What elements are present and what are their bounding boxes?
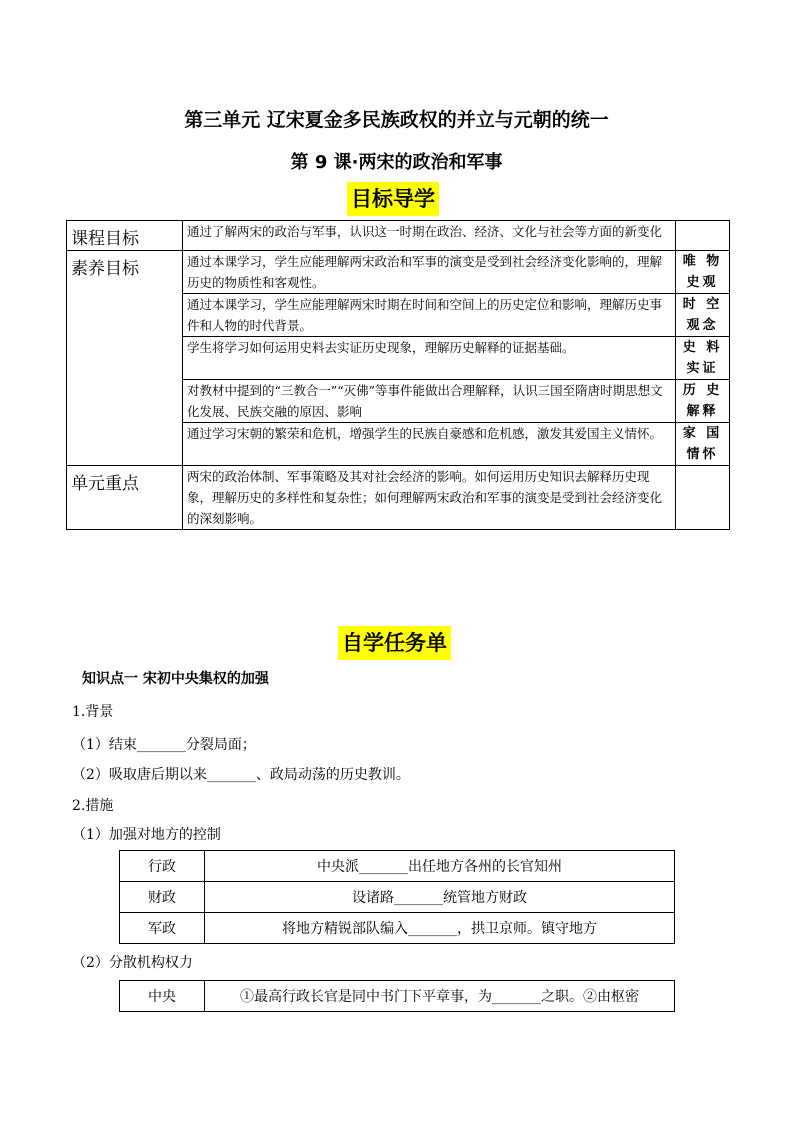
literacy-text: 对教材中提到的“三教合一”“灭佛”等事件能做出合理解释，认识三国至隋唐时期思想文化发展、民族交融的原因、影响: [183, 380, 676, 423]
course-goal-label: 课程目标: [67, 221, 183, 251]
row-content: 中央派_______出任地方各州的长官知州: [205, 851, 675, 882]
course-goal-row: [67, 221, 730, 251]
literacy-goal-label: 素养目标: [67, 251, 183, 466]
literacy-tag: 唯 物 史观: [676, 251, 730, 294]
unit-title: 第三单元 辽宋夏金多民族政权的并立与元朝的统一: [184, 109, 609, 131]
task-banner: 自学任务单: [338, 626, 451, 660]
table-row: [120, 851, 675, 882]
background-item: （1）结束_______分裂局面；: [72, 737, 256, 753]
unit-focus-text: 两宋的政治体制、军事策略及其对社会经济的影响。如何运用历史知识去解释历史现象，理解历史的多样性和复杂性；如何理解两宋政治和军事的演变是受到社会经济变化的深刻影响。: [183, 466, 676, 530]
row-label: 财政: [120, 882, 205, 913]
row-label: 行政: [120, 851, 205, 882]
literacy-text: 通过本课学习，学生应能理解两宋政治和军事的演变是受到社会经济变化影响的，理解历史的物质性和客观性。: [183, 251, 676, 294]
row-label: 军政: [120, 913, 205, 944]
row-content: 设诸路_______统管地方财政: [205, 882, 675, 913]
literacy-tag: 历 史 解释: [676, 380, 730, 423]
measures-heading: 2.措施: [72, 798, 114, 814]
row-label: 中央: [120, 981, 205, 1012]
central-power-table: [119, 980, 675, 1012]
literacy-tag: 时 空 观念: [676, 294, 730, 337]
goals-table: [66, 220, 730, 530]
table-row: [120, 882, 675, 913]
literacy-tag: 家 国 情怀: [676, 423, 730, 466]
unit-focus-row: [67, 466, 730, 530]
lesson-title: 第 9 课·两宋的政治和军事: [290, 152, 503, 173]
background-item: （2）吸取唐后期以来_______、政局动荡的历史教训。: [72, 767, 410, 783]
literacy-tag: 史 料 实证: [676, 337, 730, 380]
knowledge-point-heading: 知识点一 宋初中央集权的加强: [82, 671, 269, 687]
literacy-text: 通过学习宋朝的繁荣和危机，增强学生的民族自豪感和危机感，激发其爱国主义情怀。: [183, 423, 676, 466]
table-row: [120, 981, 675, 1012]
unit-focus-label: 单元重点: [67, 466, 183, 530]
background-heading: 1.背景: [72, 704, 114, 720]
goal-banner: 目标导学: [347, 182, 439, 216]
literacy-row: [67, 251, 730, 294]
row-content: 将地方精锐部队编入_______，拱卫京师。镇守地方: [205, 913, 675, 944]
row-content: ①最高行政长官是同中书门下平章事，为_______之职。②由枢密: [205, 981, 675, 1012]
literacy-text: 学生将学习如何运用史料去实证历史现象，理解历史解释的证据基础。: [183, 337, 676, 380]
table-row: [120, 913, 675, 944]
course-goal-text: 通过了解两宋的政治与军事，认识这一时期在政治、经济、文化与社会等方面的新变化: [183, 221, 676, 251]
local-control-table: [119, 850, 675, 944]
measures-item: （1）加强对地方的控制: [72, 827, 221, 843]
unit-focus-empty: [676, 466, 730, 530]
literacy-text: 通过本课学习，学生应能理解两宋时期在时间和空间上的历史定位和影响，理解历史事件和人物的时代背景。: [183, 294, 676, 337]
course-goal-empty: [676, 221, 730, 251]
measures-item: （2）分散机构权力: [72, 955, 193, 971]
